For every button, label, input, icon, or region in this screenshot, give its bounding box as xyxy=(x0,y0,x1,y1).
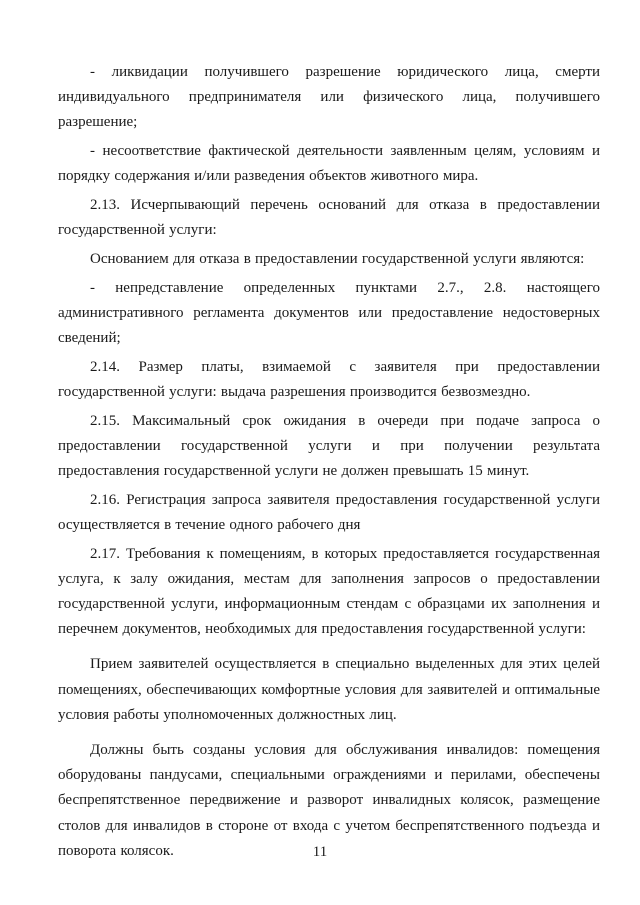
paragraph-noncompliance: - несоответствие фактической деятельности заявленным целям, условиям и порядку содержания и/или разведения объектов животного мира. xyxy=(58,143,600,185)
paragraph-refusal-grounds: Основанием для отказа в предоставлении государственной услуги являются: xyxy=(90,250,585,267)
paragraph-2-13: 2.13. Исчерпывающий перечень оснований для отказа в предоставлении государственной услуги: xyxy=(58,197,600,239)
paragraph-2-15: 2.15. Максимальный срок ожидания в очереди при подаче запроса о предоставлении государственной услуги и при получении результата предоставления государственной услуги не должен превышать 15 минут. xyxy=(58,412,600,480)
paragraph-nonsubmission: - непредставление определенных пунктами 2.7., 2.8. настоящего административного регламента документов или предоставление недостоверных сведений; xyxy=(58,279,600,347)
paragraph-liquidation: - ликвидации получившего разрешение юридического лица, смерти индивидуального предпринимателя или физического лица, получившего разрешение; xyxy=(58,64,600,131)
paragraph-disabled-access: Должны быть созданы условия для обслуживания инвалидов: помещения оборудованы пандусами, специальными ограждениями и перилами, обеспечены беспрепятственное передвижение и разворот инвалидных колясок, размещение столов для инвалидов в стороне от входа с учетом беспрепятственного подъезда и поворота колясок. xyxy=(58,742,600,859)
paragraph-2-14: 2.14. Размер платы, взимаемой с заявителя при предоставлении государственной услуги: выдача разрешения производится безвозмездно. xyxy=(58,358,600,400)
page-number: 11 xyxy=(312,844,328,860)
paragraph-reception: Прием заявителей осуществляется в специально выделенных для этих целей помещениях, обеспечивающих комфортные условия для заявителей и оптимальные условия работы уполномоченных должностных лиц. xyxy=(58,656,600,723)
paragraph-2-16: 2.16. Регистрация запроса заявителя предоставления государственной услуги осуществляется в течение одного рабочего дня xyxy=(58,491,600,533)
paragraph-2-17: 2.17. Требования к помещениям, в которых предоставляется государственная услуга, к залу ожидания, местам для заполнения запросов о предоставлении государственной услуги, информационным стендам с образцами их заполнения и перечнем документов, необходимых для предоставления государственной услуги: xyxy=(58,545,600,638)
document-body xyxy=(58,60,600,868)
